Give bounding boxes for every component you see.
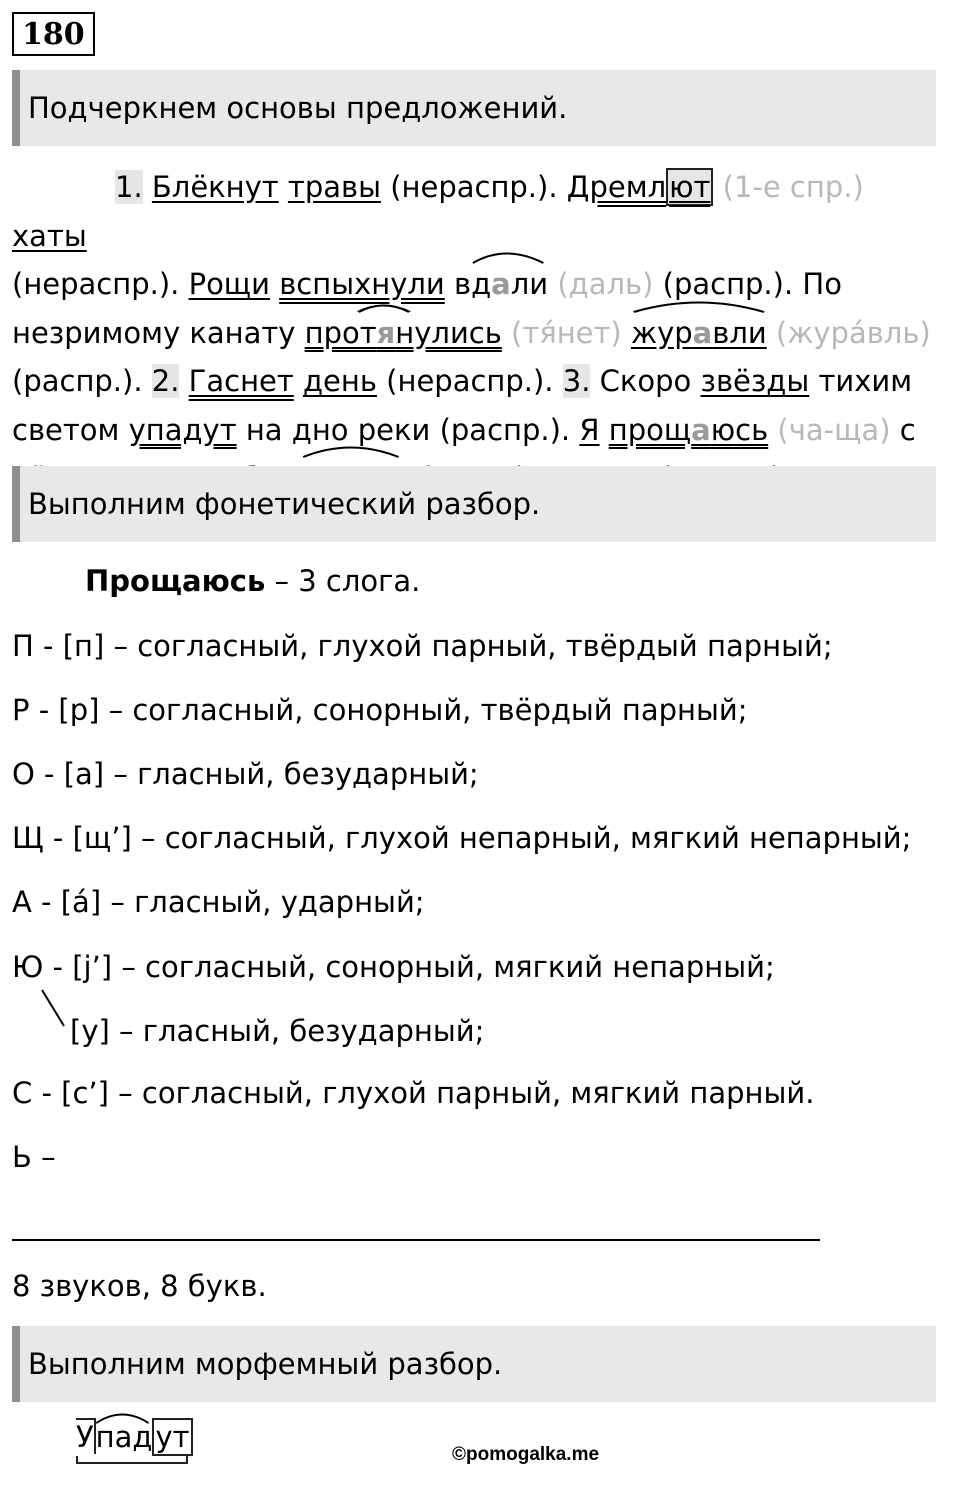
word-part: Дремл (566, 170, 667, 204)
sentence-line-3 (12, 309, 932, 358)
checked-vowel: а (692, 315, 713, 350)
word-part: юсь (710, 412, 769, 447)
section-header-morpheme: Выполним морфемный разбор. (12, 1326, 936, 1402)
checked-vowel: а (691, 412, 711, 447)
word-part: вли (712, 315, 767, 350)
morpheme-diagram (76, 1420, 193, 1454)
morpheme-prefix: У (76, 1420, 94, 1454)
text-fragment: (нераспр.). (12, 267, 189, 301)
sentence-line-5 (12, 406, 932, 455)
hint-text: (даль) (548, 267, 663, 301)
word-part: вд (453, 267, 492, 301)
word-part: нулись (395, 315, 502, 350)
subject-word: день (303, 364, 377, 398)
sentence-number-1: 1. (115, 170, 143, 204)
phonetic-line: Ь – (12, 1140, 56, 1174)
text-fragment: тихим (809, 364, 913, 398)
diagonal-connector-icon (40, 988, 66, 1028)
predicate-word: вспыхнули (279, 267, 445, 301)
text-fragment: (нераспр.). (380, 170, 567, 204)
section-header-phonetic: Выполним фонетический разбор. (12, 466, 936, 542)
predicate-word: упадут (128, 412, 237, 447)
text-fragment: с (890, 412, 916, 447)
phonetic-line: Ю - [j’] – согласный, сонорный, мягкий непарный; (12, 950, 775, 984)
text-fragment: светом (12, 412, 129, 447)
task-number: 180 (12, 12, 95, 56)
word-part: прот (304, 315, 377, 350)
predicate-word: Гаснет (188, 364, 294, 398)
root-arc-icon (454, 248, 548, 264)
sentence-number-2: 2. (151, 364, 180, 398)
section-header-grammar-bases: Подчеркнем основы предложений. (12, 70, 936, 146)
hint-text: (тя́нет) (501, 315, 631, 350)
sentence-number-3: 3. (562, 364, 591, 398)
predicate-word: травы (287, 170, 381, 204)
divider-line (12, 1239, 820, 1241)
checked-vowel: а (491, 267, 511, 301)
phonetic-line: Р - [р] – согласный, сонорный, твёрдый парный; (12, 693, 748, 727)
text-fragment: (распр.). По (662, 267, 842, 301)
hint-text: (1-е спр.) (713, 170, 864, 204)
phonetic-line: Щ - [щ’] – согласный, глухой непарный, мягкий непарный; (12, 821, 912, 855)
ending-box: ют (666, 168, 713, 206)
phonetic-line: А - [á] – гласный, ударный; (12, 885, 425, 919)
phonetic-line: [у] – гласный, безударный; (70, 1014, 485, 1048)
predicate-word (567, 168, 714, 206)
word-part: ли (510, 267, 549, 301)
phonetic-line: О - [а] – гласный, безударный; (12, 757, 479, 791)
predicate-word (609, 413, 768, 447)
checked-vowel: я (376, 315, 396, 350)
sentences-paragraph (12, 163, 932, 503)
subject-word (631, 309, 767, 358)
sentence-line-1 (12, 163, 932, 260)
phonetic-heading (85, 564, 420, 598)
text-fragment: Скоро (590, 364, 701, 398)
subject-word: хаты (12, 218, 87, 253)
subject-word: Я (579, 412, 600, 447)
text-fragment: на дно реки (распр.). (236, 412, 580, 447)
syllable-count: – 3 слога. (265, 564, 421, 598)
subject-word: звёзды (700, 364, 810, 398)
phonetic-summary: 8 звуков, 8 букв. (12, 1269, 267, 1303)
morpheme-root (96, 1420, 153, 1454)
hint-text: (жура́вль) (766, 315, 931, 350)
predicate-word (305, 309, 502, 358)
morpheme-ending: ут (152, 1418, 192, 1456)
hint-text: (ча-ща) (768, 412, 891, 447)
phonetic-line: П - [п] – согласный, глухой парный, твёрдый парный; (12, 629, 833, 663)
subject-word: Рощи (188, 267, 270, 301)
root-arc-icon (631, 297, 767, 313)
subject-word: Блёкнут (151, 170, 279, 204)
sentence-line-4 (12, 357, 932, 406)
word-part: жур (630, 315, 693, 350)
word-base-bracket (76, 1456, 188, 1464)
phonetic-line: С - [с’] – согласный, глухой парный, мягкий парный. (12, 1076, 815, 1110)
root-arc-icon (305, 297, 502, 313)
word-part: прощ (608, 412, 692, 447)
text-fragment: (распр.). (12, 364, 152, 398)
phonetic-word: Прощаюсь (85, 564, 266, 598)
watermark: ©pomogalka.me (452, 1444, 600, 1465)
text-fragment: (нераспр.). (376, 364, 563, 398)
root-arc-icon (301, 442, 412, 458)
text-fragment: незримому канату (12, 315, 305, 350)
root-arc-icon (94, 1410, 151, 1424)
root-text: пад (95, 1420, 153, 1454)
